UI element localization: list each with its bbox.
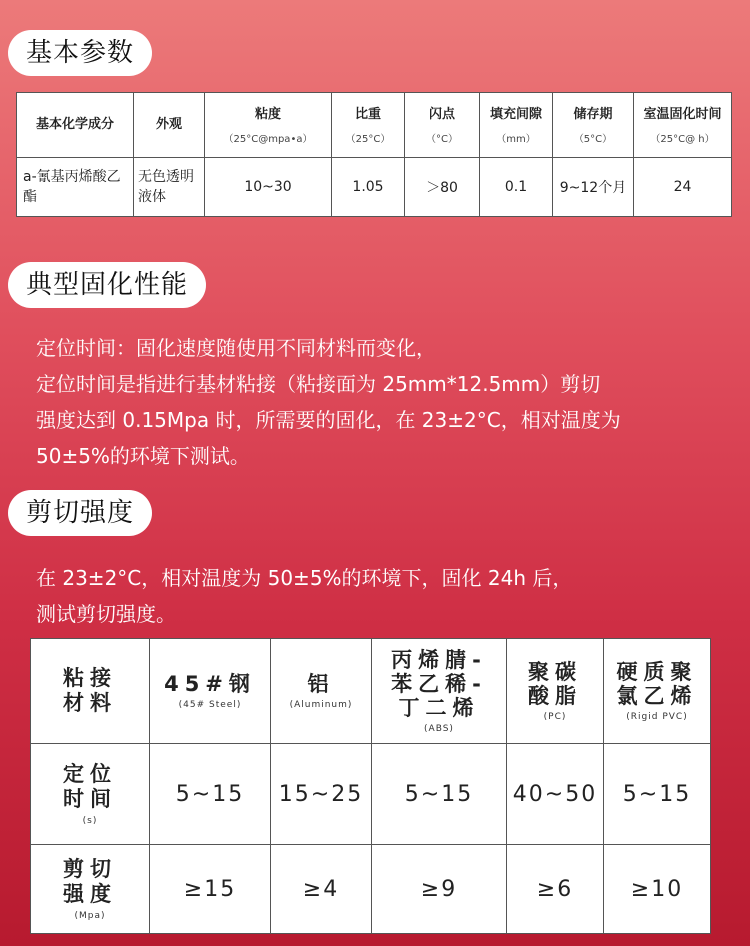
value-cell: ≥10: [604, 845, 711, 934]
row-label-cell: 剪切 强度 (Mpa): [31, 845, 150, 934]
header-cell: 粘度 （25°C@mpa•a）: [205, 93, 332, 158]
shear-row-strength: [31, 845, 711, 934]
value-cell: ≥15: [150, 845, 271, 934]
header-cell: 填充间隙 （mm）: [480, 93, 553, 158]
text-line: 50±5%的环境下测试。: [36, 444, 250, 468]
value-cell: 10~30: [205, 158, 332, 217]
header-cell: 外观: [134, 93, 205, 158]
text-line: 测试剪切强度。: [36, 602, 176, 626]
value-cell: 40~50: [507, 744, 604, 845]
section-title-params: 基本参数: [8, 30, 152, 76]
cure-description: [36, 330, 726, 474]
material-cell: 45#钢 (45# Steel): [150, 639, 271, 744]
header-cell: 室温固化时间 （25°C@ h）: [634, 93, 732, 158]
value-cell: 9~12个月: [553, 158, 634, 217]
value-cell: 1.05: [332, 158, 405, 217]
value-cell: ＞80: [405, 158, 480, 217]
params-header-row: [17, 93, 732, 158]
text-line: 定位时间：固化速度随使用不同材料而变化，: [36, 336, 436, 360]
row-label-cell: 定位 时间 (s): [31, 744, 150, 845]
material-cell: 硬质聚 氯乙烯 (Rigid PVC): [604, 639, 711, 744]
value-cell: ≥6: [507, 845, 604, 934]
params-value-row: [17, 158, 732, 217]
material-cell: 铝 (Aluminum): [271, 639, 372, 744]
params-table: [16, 92, 732, 217]
value-cell: ≥9: [372, 845, 507, 934]
text-line: 强度达到 0.15Mpa 时，所需要的固化，在 23±2°C，相对温度为: [36, 408, 621, 432]
value-cell: 5~15: [604, 744, 711, 845]
header-cell: 储存期 （5°C）: [553, 93, 634, 158]
shear-row-positioning: [31, 744, 711, 845]
text-line: 在 23±2°C，相对温度为 50±5%的环境下，固化 24h 后，: [36, 566, 573, 590]
value-cell: 24: [634, 158, 732, 217]
value-cell: 15~25: [271, 744, 372, 845]
material-cell: 聚碳 酸脂 (PC): [507, 639, 604, 744]
header-cell: 基本化学成分: [17, 93, 134, 158]
value-cell: 5~15: [372, 744, 507, 845]
text-line: 定位时间是指进行基材粘接（粘接面为 25mm*12.5mm）剪切: [36, 372, 601, 396]
value-cell: ≥4: [271, 845, 372, 934]
shear-header-row: [31, 639, 711, 744]
shear-table: [30, 638, 711, 934]
header-cell: 比重 （25°C）: [332, 93, 405, 158]
material-cell: 丙烯腈- 苯乙稀- 丁二烯 (ABS): [372, 639, 507, 744]
value-cell: 无色透明液体: [134, 158, 205, 217]
value-cell: a-氰基丙烯酸乙酯: [17, 158, 134, 217]
section-title-cure: 典型固化性能: [8, 262, 206, 308]
shear-description: [36, 560, 726, 632]
value-cell: 0.1: [480, 158, 553, 217]
value-cell: 5~15: [150, 744, 271, 845]
header-cell: 闪点 （°C）: [405, 93, 480, 158]
section-title-shear: 剪切强度: [8, 490, 152, 536]
corner-cell: 粘接 材料: [31, 639, 150, 744]
